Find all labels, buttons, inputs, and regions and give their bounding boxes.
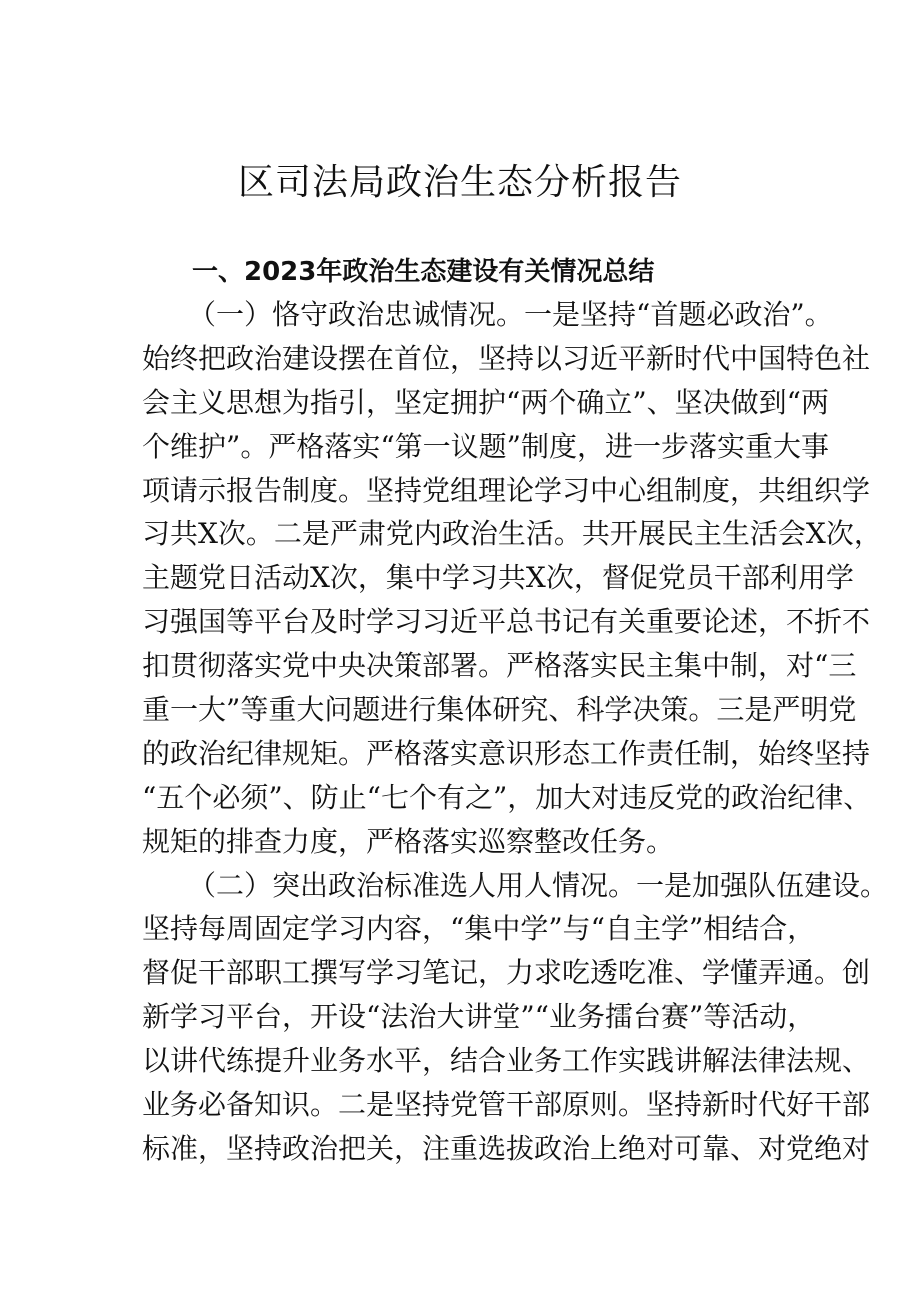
- text-line: “五个必须”、防止“七个有之”，加大对违反党的政治纪律、: [142, 780, 872, 814]
- paragraph: [142, 293, 882, 864]
- text-line: 主题党日活动X次，集中学习共X次，督促党员干部利用学: [142, 561, 854, 595]
- text-line: 个维护”。严格落实“第一议题”制度，进一步落实重大事: [142, 429, 829, 463]
- text-line: 规矩的排查力度，严格落实巡察整改任务。: [142, 824, 675, 858]
- paragraph: [142, 864, 889, 1171]
- text-line: 以讲代练提升业务水平，结合业务工作实践讲解法律法规、: [142, 1044, 871, 1078]
- document-body: [142, 293, 889, 1171]
- text-line: 新学习平台，开设“法治大讲堂”“业务擂台赛”等活动，: [142, 1000, 816, 1034]
- section-heading: 一、2023年政治生态建设有关情况总结: [192, 257, 655, 287]
- text-line: 习共X次。二是严肃党内政治生活。共开展民主生活会X次，: [142, 517, 882, 551]
- text-line: 扣贯彻落实党中央决策部署。严格落实民主集中制，对“三: [142, 649, 857, 683]
- text-line: （一）恪守政治忠诚情况。一是坚持“首题必政治”。: [188, 298, 833, 331]
- text-line: 标准，坚持政治把关，注重选拔政治上绝对可靠、对党绝对: [142, 1131, 871, 1165]
- document-title: 区司法局政治生态分析报告: [237, 162, 682, 203]
- text-line: 督促干部职工撰写学习笔记，力求吃透吃准、学懂弄通。创: [142, 956, 871, 990]
- text-line: 项请示报告制度。坚持党组理论学习中心组制度，共组织学: [142, 473, 871, 507]
- text-line: 习强国等平台及时学习习近平总书记有关重要论述，不折不: [142, 605, 871, 639]
- text-line: 始终把政治建设摆在首位，坚持以习近平新时代中国特色社: [142, 341, 871, 375]
- text-line: 的政治纪律规矩。严格落实意识形态工作责任制，始终坚持: [142, 736, 871, 770]
- text-line: （二）突出政治标准选人用人情况。一是加强队伍建设。: [188, 868, 889, 902]
- text-line: 业务必备知识。二是坚持党管干部原则。坚持新时代好干部: [142, 1088, 871, 1122]
- text-line: 重一大”等重大问题进行集体研究、科学决策。三是严明党: [142, 693, 857, 727]
- text-line: 会主义思想为指引，坚定拥护“两个确立”、坚决做到“两: [142, 385, 829, 419]
- text-line: 坚持每周固定学习内容，“集中学”与“自主学”相结合，: [142, 912, 816, 946]
